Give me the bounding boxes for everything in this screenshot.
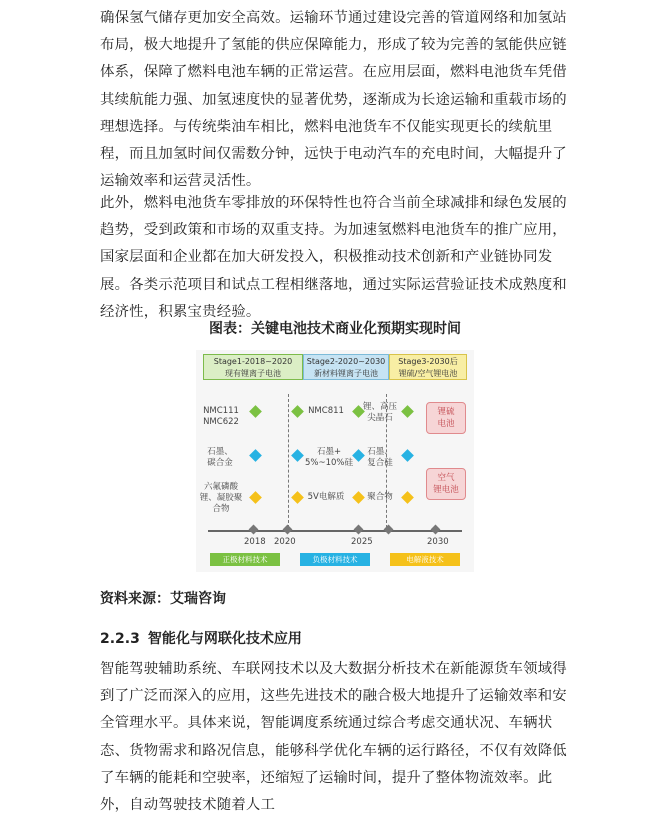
cathode-s2b-line1: 锂、高压 [362, 402, 397, 412]
section-number: 2.2.3 [100, 631, 140, 647]
tick-2030-mid [384, 525, 394, 535]
lithium-air-line2: 锂电池 [433, 485, 459, 495]
battery-timeline-figure [196, 350, 474, 572]
legend-anode: 负极材料技术 [300, 553, 370, 566]
cathode-s2b-line2: 尖晶石 [367, 413, 393, 423]
legend-cathode: 正极材料技术 [210, 553, 280, 566]
anode-s2a-line2: 5%~10%硅 [305, 458, 353, 468]
tick-2030 [431, 525, 441, 535]
electrolyte-s2a-label: 5V电解质 [307, 492, 345, 502]
cathode-diamond-icon [401, 405, 414, 418]
cathode-s1-line2: NMC622 [203, 417, 239, 427]
stage2-box [303, 354, 389, 380]
electrolyte-s1-line3: 合物 [212, 504, 230, 514]
anode-s2b-label [362, 447, 398, 469]
tick-2025 [354, 525, 364, 535]
electrolyte-s1-line1: 六氟磷酸 [203, 482, 238, 492]
electrolyte-diamond-icon [249, 491, 262, 504]
paragraph-environmental: 此外，燃料电池货车零排放的环保特性也符合当前全球减排和绿色发展的趋势，受到政策和市场的双重支持。为加速氢燃料电池货车的推广应用，国家层面和企业都在加大研发投入，积极推动技术创新和产业链协同发展。各类示范项目和试点工程相继落地，通过实际运营验证技术成熟度和经济性，积累宝贵经验。 [100, 195, 567, 320]
anode-s1-line1: 石墨、 [207, 447, 233, 457]
anode-s1-label [200, 447, 240, 469]
tick-2020 [283, 525, 293, 535]
anode-diamond-icon [401, 449, 414, 462]
electrolyte-diamond-icon [401, 491, 414, 504]
section-title: 智能化与网联化技术应用 [147, 631, 302, 647]
cathode-s1-line1: NMC111 [203, 406, 239, 416]
year-label-2025: 2025 [351, 537, 373, 547]
figure-source: 资料来源：艾瑞咨询 [100, 591, 226, 607]
cathode-diamond-icon [249, 405, 262, 418]
year-label-2018: 2018 [244, 537, 266, 547]
stage2-subtitle: 新材料锂离子电池 [314, 369, 378, 378]
section-heading [100, 628, 302, 648]
year-label-2030: 2030 [427, 537, 449, 547]
stage3-title: Stage3-2030后 [398, 357, 458, 366]
electrolyte-s1-label [198, 482, 244, 515]
electrolyte-diamond-icon [291, 491, 304, 504]
tick-2018 [249, 525, 259, 535]
anode-s2a-label [302, 447, 356, 469]
figure-title: 图表：关键电池技术商业化预期实现时间 [209, 321, 461, 337]
stage1-box [203, 354, 303, 380]
lithium-sulfur-line1: 锂硫 [437, 407, 455, 417]
lithium-air-line1: 空气 [437, 473, 455, 483]
stage3-subtitle: 锂硫/空气锂电池 [398, 369, 458, 378]
stage1-title: Stage1-2018~2020 [213, 357, 293, 366]
anode-s2b-line1: 石墨、 [367, 447, 393, 457]
stage3-box [389, 354, 467, 380]
cathode-s1-label [198, 406, 244, 428]
paragraph-hydrogen-supply: 确保氢气储存更加安全高效。运输环节通过建设完善的管道网络和加氢站布局，极大地提升了氢能的供应保障能力，形成了较为完善的氢能供应链体系，保障了燃料电池车辆的正常运营。在应用层面，燃料电池货车凭借其续航能力强、加氢速度快的显著优势，逐渐成为长途运输和重载市场的理想选择。与传统柴油车相比，燃料电池货车不仅能实现更长的续航里程，而且加氢时间仅需数分钟，远快于电动汽车的充电时间，大幅提升了运输效率和运营灵活性。 [100, 10, 567, 190]
lithium-sulfur-line2: 电池 [437, 419, 455, 429]
cathode-s2b-label [362, 402, 398, 424]
legend-electrolyte: 电解液技术 [390, 553, 460, 566]
year-label-2020: 2020 [274, 537, 296, 547]
paragraph-intelligent-driving: 智能驾驶辅助系统、车联网技术以及大数据分析技术在新能源货车领域得到了广泛而深入的应用，这些先进技术的融合极大地提升了运输效率和安全管理水平。具体来说，智能调度系统通过综合考虑交通状况、车辆状态、货物需求和路况信息，能够科学优化车辆的运行路径，不仅有效降低了车辆的能耗和空驶率，还缩短了运输时间，提升了整体物流效率。此外，自动驾驶技术随着人工 [100, 661, 567, 814]
anode-s2a-line1: 石墨+ [316, 447, 342, 457]
lithium-air-box [426, 468, 466, 500]
stage1-subtitle: 现有锂离子电池 [225, 369, 281, 378]
lithium-sulfur-box [426, 402, 466, 434]
timeline-axis [208, 530, 462, 532]
anode-diamond-icon [249, 449, 262, 462]
cathode-diamond-icon [291, 405, 304, 418]
cathode-s2a-label: NMC811 [308, 406, 344, 416]
electrolyte-s1-line2: 锂、凝胶聚 [199, 493, 243, 503]
electrolyte-s2b-label: 聚合物 [367, 492, 393, 502]
stage2-title: Stage2-2020~2030 [306, 357, 386, 366]
divider-2020 [288, 394, 289, 528]
anode-s2b-line2: 复合硅 [367, 458, 393, 468]
anode-s1-line2: 碳合金 [207, 458, 233, 468]
